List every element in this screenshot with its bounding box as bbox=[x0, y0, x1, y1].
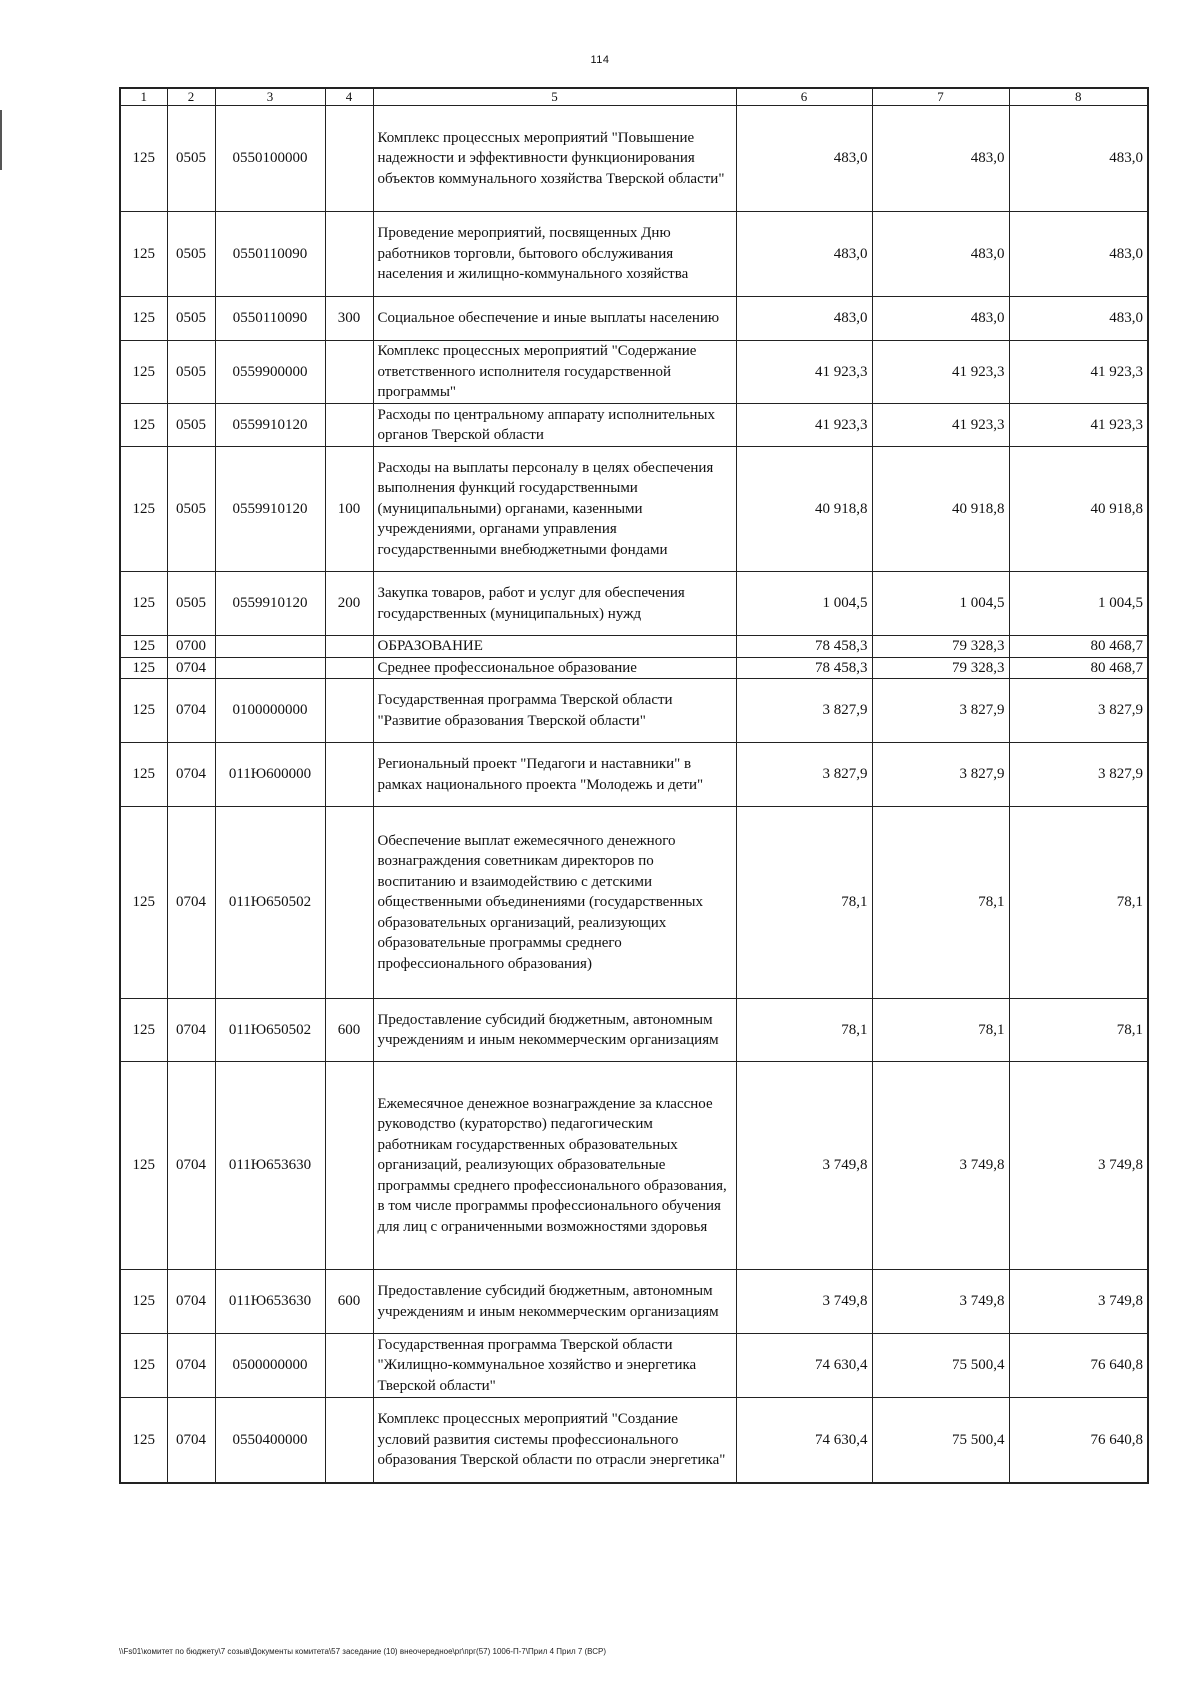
expense-type-cell bbox=[325, 1334, 373, 1398]
footer-file-path: \\Fs01\комитет по бюджету\7 созыв\Документы комитета\57 заседание (10) внеочередное\рг\прг(57) 1006-П-7\Прил 4 Прил 7 (ВСР) bbox=[119, 1647, 607, 1656]
ministry-code-cell: 125 bbox=[120, 212, 167, 297]
item-name-cell: Среднее профессиональное образование bbox=[373, 657, 736, 679]
header-col-2: 2 bbox=[167, 88, 215, 106]
section-code-cell: 0505 bbox=[167, 447, 215, 572]
table-row bbox=[120, 1398, 1148, 1483]
expense-type-cell bbox=[325, 404, 373, 447]
amount-year3-cell: 78,1 bbox=[1009, 807, 1148, 999]
expense-type-cell bbox=[325, 743, 373, 807]
expense-type-cell bbox=[325, 657, 373, 679]
scan-edge-mark bbox=[0, 110, 2, 170]
amount-year2-cell: 40 918,8 bbox=[872, 447, 1009, 572]
amount-year2-cell: 3 749,8 bbox=[872, 1270, 1009, 1334]
section-code-cell: 0505 bbox=[167, 404, 215, 447]
amount-year3-cell: 80 468,7 bbox=[1009, 657, 1148, 679]
amount-year1-cell: 78 458,3 bbox=[736, 657, 872, 679]
ministry-code-cell: 125 bbox=[120, 1398, 167, 1483]
amount-year3-cell: 3 827,9 bbox=[1009, 743, 1148, 807]
amount-year1-cell: 78,1 bbox=[736, 999, 872, 1062]
header-col-8: 8 bbox=[1009, 88, 1148, 106]
amount-year3-cell: 76 640,8 bbox=[1009, 1398, 1148, 1483]
expense-type-cell bbox=[325, 807, 373, 999]
target-article-cell: 0559910120 bbox=[215, 404, 325, 447]
amount-year3-cell: 41 923,3 bbox=[1009, 341, 1148, 404]
amount-year2-cell: 483,0 bbox=[872, 297, 1009, 341]
amount-year3-cell: 483,0 bbox=[1009, 297, 1148, 341]
expense-type-cell: 100 bbox=[325, 447, 373, 572]
item-name-cell: ОБРАЗОВАНИЕ bbox=[373, 636, 736, 658]
amount-year3-cell: 78,1 bbox=[1009, 999, 1148, 1062]
table-row bbox=[120, 106, 1148, 212]
amount-year2-cell: 41 923,3 bbox=[872, 341, 1009, 404]
amount-year1-cell: 41 923,3 bbox=[736, 404, 872, 447]
header-col-3: 3 bbox=[215, 88, 325, 106]
target-article-cell: 011Ю653630 bbox=[215, 1062, 325, 1270]
target-article-cell: 0550100000 bbox=[215, 106, 325, 212]
table-header-row bbox=[120, 88, 1148, 106]
ministry-code-cell: 125 bbox=[120, 447, 167, 572]
ministry-code-cell: 125 bbox=[120, 1334, 167, 1398]
amount-year3-cell: 41 923,3 bbox=[1009, 404, 1148, 447]
target-article-cell: 0550400000 bbox=[215, 1398, 325, 1483]
section-code-cell: 0704 bbox=[167, 743, 215, 807]
ministry-code-cell: 125 bbox=[120, 636, 167, 658]
amount-year2-cell: 483,0 bbox=[872, 106, 1009, 212]
target-article-cell: 011Ю650502 bbox=[215, 999, 325, 1062]
table-row bbox=[120, 1334, 1148, 1398]
amount-year1-cell: 483,0 bbox=[736, 106, 872, 212]
amount-year1-cell: 40 918,8 bbox=[736, 447, 872, 572]
table-row bbox=[120, 679, 1148, 743]
amount-year3-cell: 3 749,8 bbox=[1009, 1062, 1148, 1270]
target-article-cell: 0550110090 bbox=[215, 297, 325, 341]
item-name-cell: Закупка товаров, работ и услуг для обеспечения государственных (муниципальных) нужд bbox=[373, 572, 736, 636]
section-code-cell: 0704 bbox=[167, 657, 215, 679]
amount-year1-cell: 78,1 bbox=[736, 807, 872, 999]
target-article-cell: 011Ю650502 bbox=[215, 807, 325, 999]
header-col-5: 5 bbox=[373, 88, 736, 106]
amount-year2-cell: 79 328,3 bbox=[872, 657, 1009, 679]
expense-type-cell: 600 bbox=[325, 1270, 373, 1334]
ministry-code-cell: 125 bbox=[120, 743, 167, 807]
amount-year3-cell: 40 918,8 bbox=[1009, 447, 1148, 572]
amount-year2-cell: 79 328,3 bbox=[872, 636, 1009, 658]
target-article-cell: 0559910120 bbox=[215, 572, 325, 636]
amount-year1-cell: 78 458,3 bbox=[736, 636, 872, 658]
section-code-cell: 0704 bbox=[167, 679, 215, 743]
item-name-cell: Расходы на выплаты персоналу в целях обеспечения выполнения функций государственными (муниципальными) органами, казенными учреждениями, органами управления государственными внебюджетными фондами bbox=[373, 447, 736, 572]
amount-year1-cell: 74 630,4 bbox=[736, 1398, 872, 1483]
item-name-cell: Государственная программа Тверской области "Развитие образования Тверской области" bbox=[373, 679, 736, 743]
amount-year1-cell: 3 749,8 bbox=[736, 1270, 872, 1334]
item-name-cell: Комплекс процессных мероприятий "Повышение надежности и эффективности функционирования объектов коммунального хозяйства Тверской области" bbox=[373, 106, 736, 212]
budget-table bbox=[119, 87, 1149, 1484]
ministry-code-cell: 125 bbox=[120, 572, 167, 636]
table-row bbox=[120, 807, 1148, 999]
amount-year2-cell: 3 827,9 bbox=[872, 679, 1009, 743]
ministry-code-cell: 125 bbox=[120, 404, 167, 447]
header-col-4: 4 bbox=[325, 88, 373, 106]
amount-year1-cell: 74 630,4 bbox=[736, 1334, 872, 1398]
amount-year1-cell: 1 004,5 bbox=[736, 572, 872, 636]
item-name-cell: Государственная программа Тверской области "Жилищно-коммунальное хозяйство и энергетика Тверской области" bbox=[373, 1334, 736, 1398]
ministry-code-cell: 125 bbox=[120, 679, 167, 743]
item-name-cell: Комплекс процессных мероприятий "Содержание ответственного исполнителя государственной программы" bbox=[373, 341, 736, 404]
item-name-cell: Проведение мероприятий, посвященных Дню работников торговли, бытового обслуживания населения и жилищно-коммунального хозяйства bbox=[373, 212, 736, 297]
section-code-cell: 0704 bbox=[167, 999, 215, 1062]
ministry-code-cell: 125 bbox=[120, 1270, 167, 1334]
ministry-code-cell: 125 bbox=[120, 106, 167, 212]
amount-year2-cell: 3 749,8 bbox=[872, 1062, 1009, 1270]
amount-year3-cell: 1 004,5 bbox=[1009, 572, 1148, 636]
target-article-cell: 011Ю653630 bbox=[215, 1270, 325, 1334]
amount-year1-cell: 483,0 bbox=[736, 212, 872, 297]
expense-type-cell bbox=[325, 341, 373, 404]
amount-year2-cell: 41 923,3 bbox=[872, 404, 1009, 447]
expense-type-cell bbox=[325, 1398, 373, 1483]
amount-year3-cell: 483,0 bbox=[1009, 106, 1148, 212]
table-row bbox=[120, 999, 1148, 1062]
expense-type-cell bbox=[325, 106, 373, 212]
amount-year1-cell: 3 749,8 bbox=[736, 1062, 872, 1270]
section-code-cell: 0704 bbox=[167, 1270, 215, 1334]
expense-type-cell: 200 bbox=[325, 572, 373, 636]
item-name-cell: Предоставление субсидий бюджетным, автономным учреждениям и иным некоммерческим организациям bbox=[373, 999, 736, 1062]
table-row bbox=[120, 341, 1148, 404]
table-row bbox=[120, 572, 1148, 636]
header-col-7: 7 bbox=[872, 88, 1009, 106]
table-row bbox=[120, 212, 1148, 297]
section-code-cell: 0505 bbox=[167, 572, 215, 636]
table-row bbox=[120, 297, 1148, 341]
section-code-cell: 0704 bbox=[167, 807, 215, 999]
item-name-cell: Комплекс процессных мероприятий "Создание условий развития системы профессионального образования Тверской области по отрасли энергетика" bbox=[373, 1398, 736, 1483]
amount-year3-cell: 3 749,8 bbox=[1009, 1270, 1148, 1334]
amount-year1-cell: 41 923,3 bbox=[736, 341, 872, 404]
amount-year3-cell: 483,0 bbox=[1009, 212, 1148, 297]
amount-year1-cell: 3 827,9 bbox=[736, 743, 872, 807]
ministry-code-cell: 125 bbox=[120, 341, 167, 404]
amount-year2-cell: 75 500,4 bbox=[872, 1334, 1009, 1398]
amount-year3-cell: 80 468,7 bbox=[1009, 636, 1148, 658]
target-article-cell: 011Ю600000 bbox=[215, 743, 325, 807]
item-name-cell: Ежемесячное денежное вознаграждение за классное руководство (кураторство) педагогическим работникам государственных образовательных организаций, реализующих образовательные программы среднего профессионального образования, в том числе программы профессионального обучения для лиц с ограниченными возможностями здоровья bbox=[373, 1062, 736, 1270]
amount-year2-cell: 3 827,9 bbox=[872, 743, 1009, 807]
target-article-cell: 0559900000 bbox=[215, 341, 325, 404]
amount-year3-cell: 3 827,9 bbox=[1009, 679, 1148, 743]
target-article-cell: 0500000000 bbox=[215, 1334, 325, 1398]
target-article-cell: 0559910120 bbox=[215, 447, 325, 572]
table-row bbox=[120, 447, 1148, 572]
section-code-cell: 0505 bbox=[167, 297, 215, 341]
ministry-code-cell: 125 bbox=[120, 999, 167, 1062]
expense-type-cell: 300 bbox=[325, 297, 373, 341]
header-col-1: 1 bbox=[120, 88, 167, 106]
header-col-6: 6 bbox=[736, 88, 872, 106]
table-row bbox=[120, 743, 1148, 807]
amount-year2-cell: 75 500,4 bbox=[872, 1398, 1009, 1483]
section-code-cell: 0505 bbox=[167, 106, 215, 212]
expense-type-cell bbox=[325, 636, 373, 658]
expense-type-cell bbox=[325, 1062, 373, 1270]
amount-year1-cell: 3 827,9 bbox=[736, 679, 872, 743]
section-code-cell: 0704 bbox=[167, 1398, 215, 1483]
section-code-cell: 0505 bbox=[167, 212, 215, 297]
ministry-code-cell: 125 bbox=[120, 297, 167, 341]
amount-year3-cell: 76 640,8 bbox=[1009, 1334, 1148, 1398]
page-number: 114 bbox=[590, 54, 610, 66]
item-name-cell: Расходы по центральному аппарату исполнительных органов Тверской области bbox=[373, 404, 736, 447]
section-code-cell: 0700 bbox=[167, 636, 215, 658]
ministry-code-cell: 125 bbox=[120, 657, 167, 679]
table-row bbox=[120, 657, 1148, 679]
ministry-code-cell: 125 bbox=[120, 1062, 167, 1270]
item-name-cell: Предоставление субсидий бюджетным, автономным учреждениям и иным некоммерческим организациям bbox=[373, 1270, 736, 1334]
item-name-cell: Региональный проект "Педагоги и наставники" в рамках национального проекта "Молодежь и дети" bbox=[373, 743, 736, 807]
item-name-cell: Обеспечение выплат ежемесячного денежного вознаграждения советникам директоров по воспитанию и взаимодействию с детскими общественными объединениями (государственных образовательных организаций, реализующих образовательные программы среднего профессионального образования) bbox=[373, 807, 736, 999]
target-article-cell bbox=[215, 657, 325, 679]
item-name-cell: Социальное обеспечение и иные выплаты населению bbox=[373, 297, 736, 341]
amount-year2-cell: 78,1 bbox=[872, 999, 1009, 1062]
amount-year2-cell: 78,1 bbox=[872, 807, 1009, 999]
expense-type-cell: 600 bbox=[325, 999, 373, 1062]
expense-type-cell bbox=[325, 212, 373, 297]
ministry-code-cell: 125 bbox=[120, 807, 167, 999]
amount-year2-cell: 1 004,5 bbox=[872, 572, 1009, 636]
table-row bbox=[120, 1270, 1148, 1334]
target-article-cell: 0100000000 bbox=[215, 679, 325, 743]
table-row bbox=[120, 1062, 1148, 1270]
section-code-cell: 0704 bbox=[167, 1334, 215, 1398]
amount-year2-cell: 483,0 bbox=[872, 212, 1009, 297]
target-article-cell: 0550110090 bbox=[215, 212, 325, 297]
table-row bbox=[120, 404, 1148, 447]
section-code-cell: 0704 bbox=[167, 1062, 215, 1270]
section-code-cell: 0505 bbox=[167, 341, 215, 404]
target-article-cell bbox=[215, 636, 325, 658]
amount-year1-cell: 483,0 bbox=[736, 297, 872, 341]
table-row bbox=[120, 636, 1148, 658]
table-body bbox=[120, 106, 1148, 1483]
expense-type-cell bbox=[325, 679, 373, 743]
